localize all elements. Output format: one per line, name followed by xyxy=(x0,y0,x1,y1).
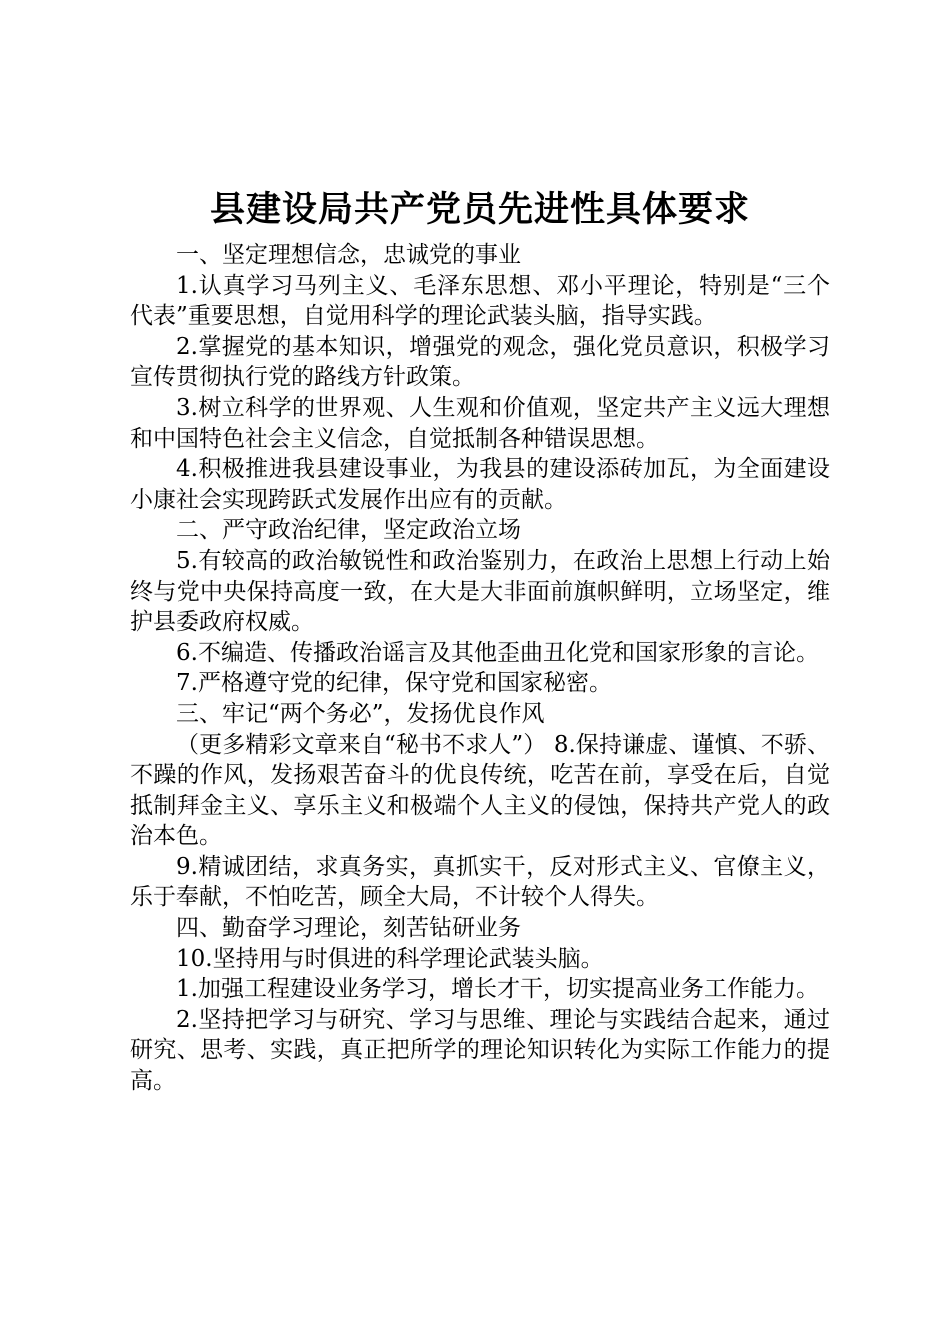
document-page xyxy=(130,180,830,1097)
paragraph-item-9: 9.精诚团结，求真务实，真抓实干，反对形式主义、官僚主义，乐于奉献，不怕吃苦，顾全大局，不计较个人得失。 xyxy=(130,853,830,911)
paragraph-item-7: 7.严格遵守党的纪律，保守党和国家秘密。 xyxy=(176,670,612,697)
paragraph-item-6: 6.不编造、传播政治谣言及其他歪曲丑化党和国家形象的言论。 xyxy=(176,639,819,666)
paragraph-item-12: 2.坚持把学习与研究、学习与思维、理论与实践结合起来，通过研究、思考、实践，真正把所学的理论知识转化为实际工作能力的提高。 xyxy=(130,1006,830,1095)
paragraph-item-1: 1.认真学习马列主义、毛泽东思想、邓小平理论，特别是“三个代表”重要思想，自觉用科学的理论武装头脑，指导实践。 xyxy=(130,272,830,330)
section-heading-2: 二、严守政治纪律，坚定政治立场 xyxy=(176,517,521,544)
paragraph-item-2: 2.掌握党的基本知识，增强党的观念，强化党员意识，积极学习宣传贯彻执行党的路线方针政策。 xyxy=(130,333,830,391)
paragraph-item-8: （更多精彩文章来自“秘书不求人”） 8.保持谦虚、谨慎、不骄、不躁的作风，发扬艰苦奋斗的优良传统，吃苦在前，享受在后，自觉抵制拜金主义、享乐主义和极端个人主义的侵蚀，保持共产党人的政治本色。 xyxy=(130,731,830,850)
document-title: 县建设局共产党员先进性具体要求 xyxy=(209,189,750,230)
section-heading-1: 一、坚定理想信念，忠诚党的事业 xyxy=(176,242,521,268)
section-heading-3: 三、牢记“两个务必”，发扬优良作风 xyxy=(176,700,545,727)
paragraph-item-5: 5.有较高的政治敏锐性和政治鉴别力，在政治上思想上行动上始终与党中央保持高度一致，在大是大非面前旗帜鲜明，立场坚定，维护县委政府权威。 xyxy=(130,547,830,636)
paragraph-item-4: 4.积极推进我县建设事业，为我县的建设添砖加瓦，为全面建设小康社会实现跨跃式发展作出应有的贡献。 xyxy=(130,456,830,513)
document-body xyxy=(130,240,830,1097)
section-heading-4: 四、勤奋学习理论，刻苦钻研业务 xyxy=(176,915,521,942)
paragraph-item-3: 3.树立科学的世界观、人生观和价值观，坚定共产主义远大理想和中国特色社会主义信念，自觉抵制各种错误思想。 xyxy=(130,394,830,452)
paragraph-item-10: 10.坚持用与时俱进的科学理论武装头脑。 xyxy=(176,945,604,972)
paragraph-item-11: 1.加强工程建设业务学习，增长才干，切实提高业务工作能力。 xyxy=(176,976,819,1003)
